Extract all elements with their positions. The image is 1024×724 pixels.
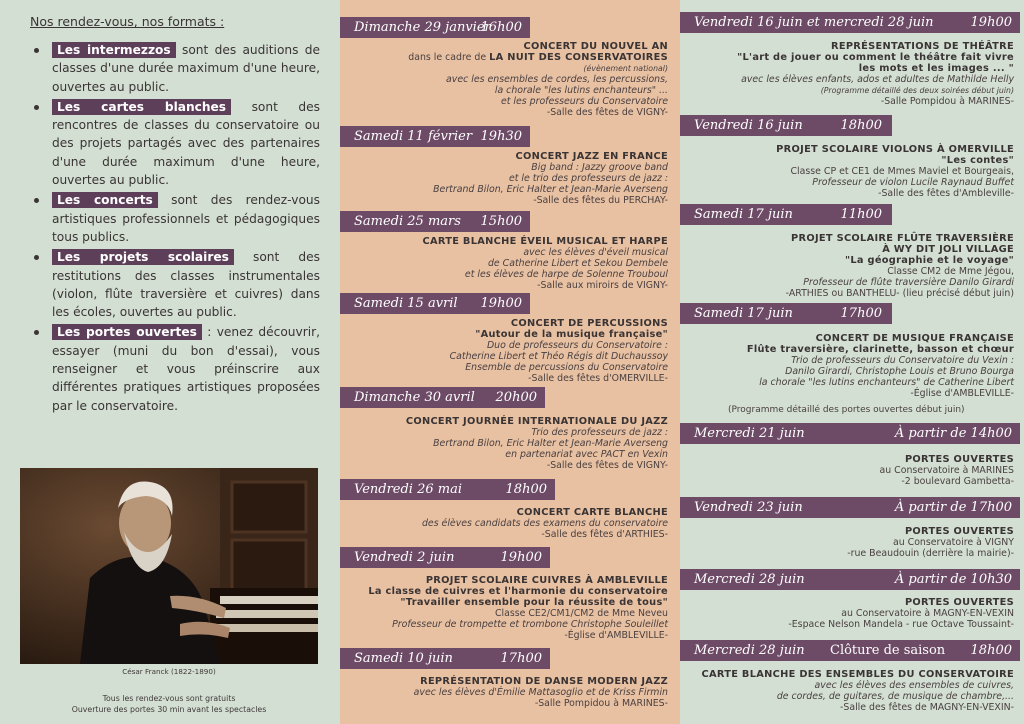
formats-list <box>30 41 320 415</box>
format-tag: Les concerts <box>52 192 158 208</box>
event-details: PORTES OUVERTES au Conservatoire à VIGNY -rue Beaudouin (derrière la mairie)- <box>847 526 1014 559</box>
event-details: CONCERT JAZZ EN FRANCE Big band : Jazzy groove band et le trio des professeurs de jazz : Bertrand Bilon, Eric Halter et Jean-Marie Averseng -Salle des fêtes du PERCHAY- <box>433 151 668 206</box>
event-date-band: Vendredi 26 mai 18h00 <box>340 479 555 500</box>
event-details: CARTE BLANCHE DES ENSEMBLES DU CONSERVATOIRE avec les élèves des ensembles de cuivres, de cordes, de guitares, de musique de chambre,... -Salle des fêtes de MAGNY-EN-VEXIN- <box>701 669 1014 713</box>
event-date-band: Samedi 15 avril 19h00 <box>340 293 530 314</box>
format-tag: Les cartes blanches <box>52 99 231 115</box>
event-details: CONCERT DE MUSIQUE FRANÇAISE Flûte traversière, clarinette, basson et chœur Trio de professeurs du Conservatoire du Vexin : Danilo Girardi, Christophe Louis et Bruno Bourga la chorale "les lutins enchanteurs" de Catherine Libert -Église d'AMBLEVILLE- <box>746 333 1014 399</box>
format-tag: Les intermezzos <box>52 42 176 58</box>
event-details: CONCERT DU NOUVEL AN dans le cadre de LA NUIT DES CONSERVATOIRES (évènement national) avec les ensembles de cordes, les percussions, la chorale "les lutins enchanteurs" ... et les professeurs du Conservatoire -Salle des fêtes de VIGNY- <box>408 41 668 118</box>
event-date-band: Vendredi 16 juin 18h00 <box>680 115 892 136</box>
event-date-band: Samedi 11 février 19h30 <box>340 126 530 147</box>
formats-panel <box>0 0 340 724</box>
format-tag: Les projets scolaires <box>52 249 234 265</box>
event-date-band: Mercredi 28 juin Clôture de saison 18h00 <box>680 640 1020 661</box>
event-date-band: Samedi 17 juin 11h00 <box>680 204 892 225</box>
event-details: REPRÉSENTATION DE DANSE MODERN JAZZ avec les élèves d'Émilie Mattasoglio et de Kriss Firmin -Salle Pompidou à MARINES- <box>413 676 668 709</box>
event-details: CARTE BLANCHE ÉVEIL MUSICAL ET HARPE avec les élèves d'éveil musical de Catherine Libert et Sekou Dembele et les élèves de harpe de Solenne Trouboul -Salle aux miroirs de VIGNY- <box>422 236 668 291</box>
event-details: PORTES OUVERTES au Conservatoire à MARINES -2 boulevard Gambetta- <box>879 454 1014 487</box>
event-details: CONCERT DE PERCUSSIONS "Autour de la musique française" Duo de professeurs du Conservatoire : Catherine Libert et Théo Régis dit Duchaussoy Ensemble de percussions du Conservatoire -Salle des fêtes d'OMERVILLE- <box>449 318 668 384</box>
event-date-band: Vendredi 23 juin À partir de 17h00 <box>680 497 1020 518</box>
event-date-band: Mercredi 28 juin À partir de 10h30 <box>680 569 1020 590</box>
event-date-band: Samedi 10 juin 17h00 <box>340 648 550 669</box>
format-item: Les concerts sont des rendez-vous artistiques professionnels et pédagogiques tous publics. <box>52 191 320 246</box>
organist-photo <box>20 468 318 664</box>
event-date-band: Vendredi 2 juin 19h00 <box>340 547 550 568</box>
format-item: Les intermezzos sont des auditions de classes d'une durée maximum d'une heure, ouvertes au public. <box>52 41 320 96</box>
open-days-note: (Programme détaillé des portes ouvertes début juin) <box>728 405 965 415</box>
event-details: CONCERT CARTE BLANCHE des élèves candidats des examens du conservatoire -Salle des fêtes d'ARTHIES- <box>421 507 668 540</box>
event-details: PROJET SCOLAIRE CUIVRES À AMBLEVILLE La classe de cuivres et l'harmonie du conservatoire "Travailler ensemble pour la réussite de tous" Classe CE2/CM1/CM2 de Mme Neveu Professeur de trompette et trombone Christophe Souleillet -Église d'AMBLEVILLE- <box>368 575 668 641</box>
event-date-band: Vendredi 16 juin et mercredi 28 juin 19h00 <box>680 12 1020 33</box>
formats-heading: Nos rendez-vous, nos formats : <box>30 14 225 29</box>
format-tag: Les portes ouvertes <box>52 324 202 340</box>
event-date-band: Dimanche 30 avril 20h00 <box>340 387 545 408</box>
event-date-band: Samedi 17 juin 17h00 <box>680 303 892 324</box>
event-details: REPRÉSENTATIONS DE THÉÂTRE "L'art de jouer ou comment le théâtre fait vivre les mots et les images ... " avec les élèves enfants, ados et adultes de Mathilde Helly (Programme détaillé des deux soirées début juin) -Salle Pompidou à MARINES- <box>737 41 1014 107</box>
event-details: CONCERT JOURNÉE INTERNATIONALE DU JAZZ Trio des professeurs de jazz : Bertrand Bilon, Eric Halter et Jean-Marie Averseng en partenariat avec PACT en Vexin -Salle des fêtes de VIGNY- <box>405 416 668 471</box>
free-entry-note: Tous les rendez-vous sont gratuits Ouverture des portes 30 min avant les spectacles <box>71 694 267 714</box>
format-item: Les portes ouvertes : venez découvrir, essayer (muni du bon d'essai), vous renseigner et vous préinscrire aux différentes pratiques artistiques proposées par le conservatoire. <box>52 323 320 414</box>
event-date-band: Dimanche 29 janvier 16h00 <box>340 17 530 38</box>
photo-caption: César Franck (1822-1890) <box>122 667 216 676</box>
event-date-band: Mercredi 21 juin À partir de 14h00 <box>680 423 1020 444</box>
events-column-right <box>680 0 1024 724</box>
format-item: Les projets scolaires sont des restitutions des classes instrumentales (violon, flûte traversière et cuivres) dans les écoles, ouvertes au public. <box>52 248 320 321</box>
event-details: PORTES OUVERTES au Conservatoire à MAGNY-EN-VEXIN -Espace Nelson Mandela - rue Octave Toussaint- <box>788 597 1014 630</box>
event-details: PROJET SCOLAIRE FLÛTE TRAVERSIÈRE À WY DIT JOLI VILLAGE "La géographie et le voyage" Classe CM2 de Mme Jégou, Professeur de flûte traversière Danilo Girardi -ARTHIES ou BANTHELU- (lieu précisé début juin) <box>785 233 1014 299</box>
event-date-band: Samedi 25 mars 15h00 <box>340 211 530 232</box>
event-details: PROJET SCOLAIRE VIOLONS À OMERVILLE "Les contes" Classe CP et CE1 de Mmes Maviel et Bourgeais, Professeur de violon Lucile Raynaud Buffet -Salle des fêtes d'Ambleville- <box>776 144 1014 199</box>
format-item: Les cartes blanches sont des rencontres de classes du conservatoire ou des projets partagés avec des partenaires d'une durée maximum d'une heure, ouvertes au public. <box>52 98 320 189</box>
events-column-middle <box>340 0 680 724</box>
